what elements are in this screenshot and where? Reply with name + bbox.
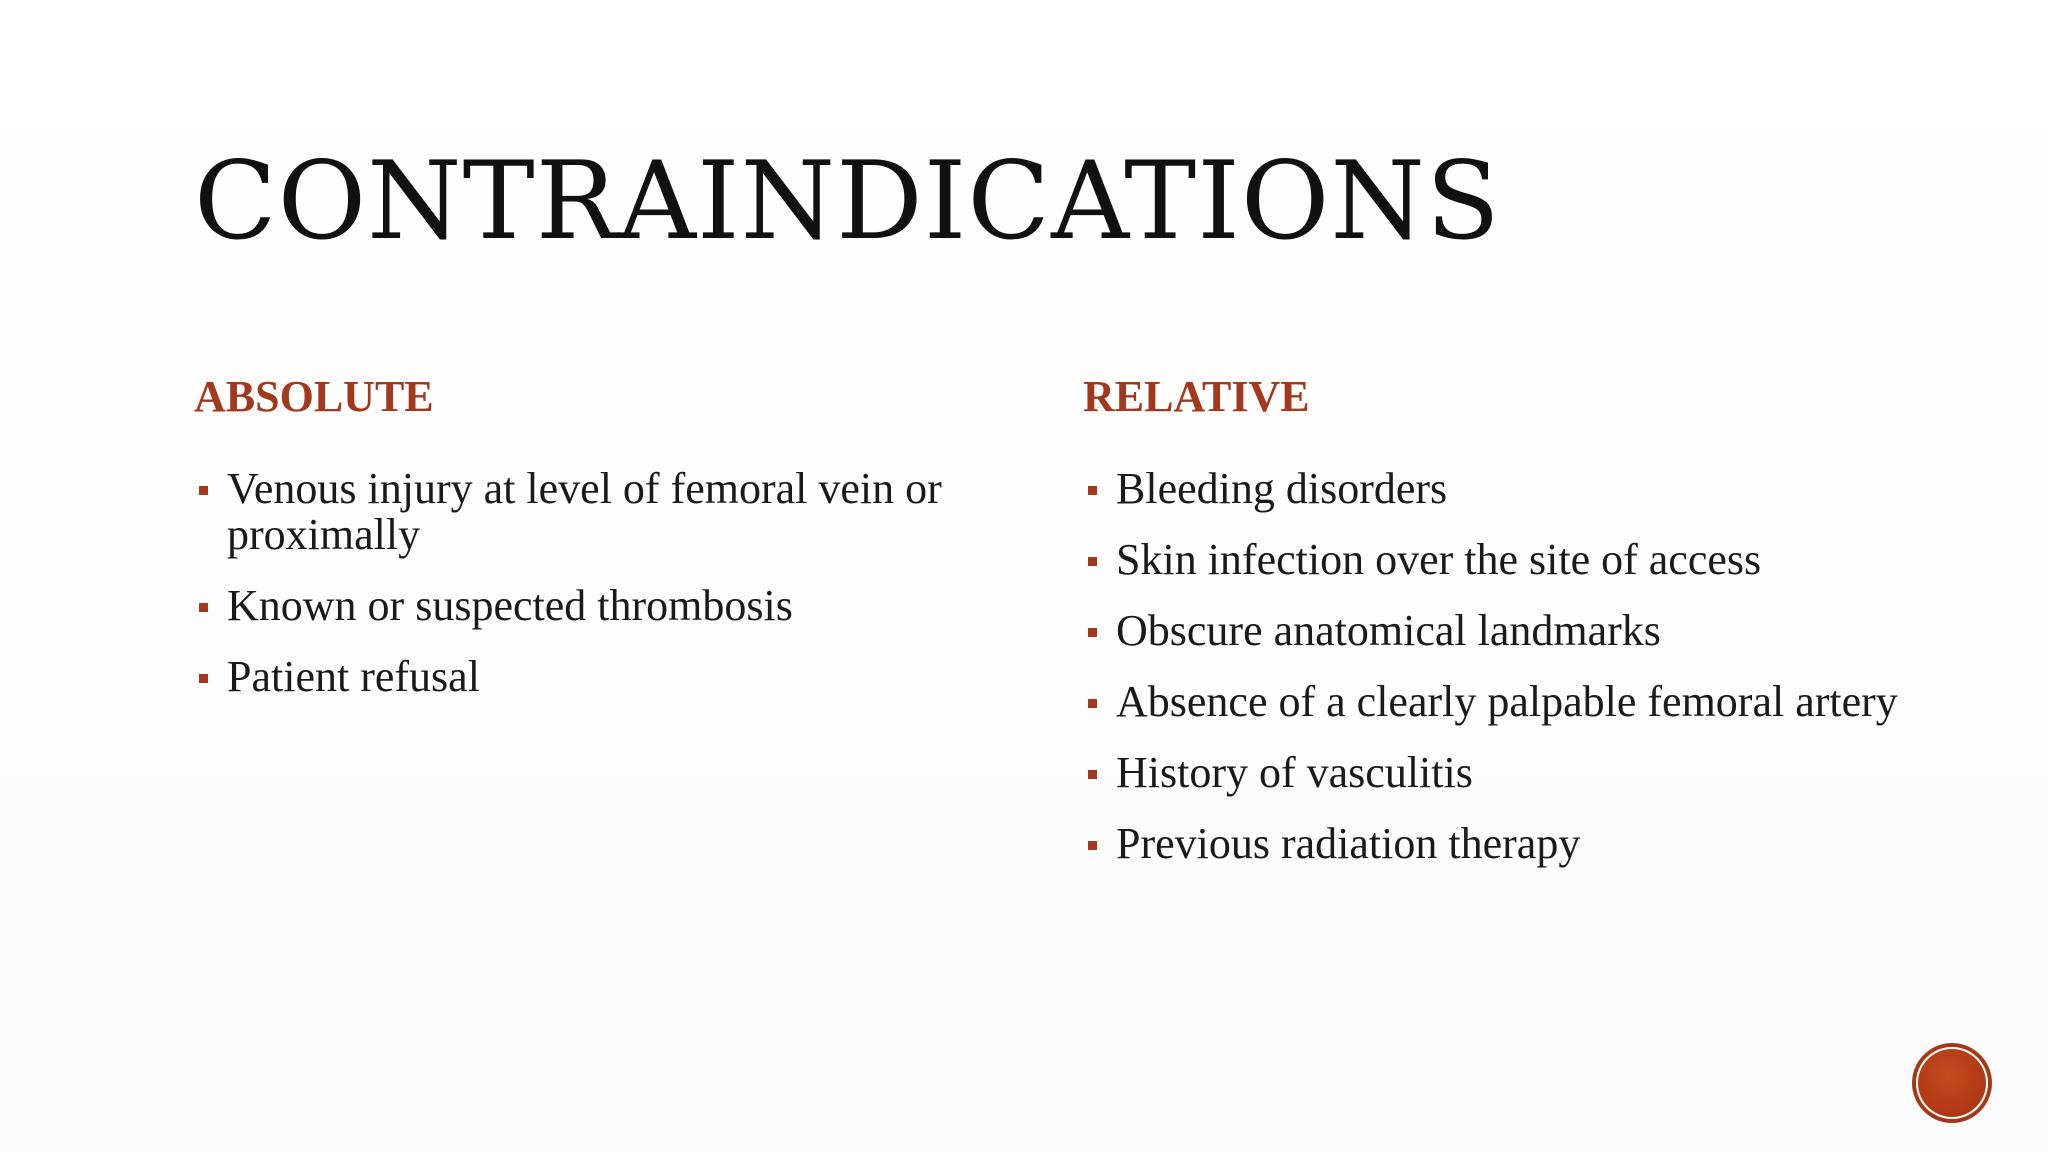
square-bullet-icon [1088, 770, 1097, 779]
relative-column [1083, 372, 1963, 868]
square-bullet-icon [1088, 841, 1097, 850]
list-item-text: Bleeding disorders [1116, 464, 1448, 513]
square-bullet-icon [199, 486, 208, 495]
list-item [194, 583, 1034, 629]
absolute-heading: ABSOLUTE [194, 372, 434, 421]
square-bullet-icon [199, 603, 208, 612]
list-item [1083, 537, 1963, 583]
slide-title: CONTRAINDICATIONS [194, 139, 1501, 264]
list-item [1083, 821, 1963, 867]
square-bullet-icon [1088, 557, 1097, 566]
list-item [1083, 466, 1963, 512]
list-item [194, 466, 1034, 558]
square-bullet-icon [1088, 699, 1097, 708]
list-item-text: Obscure anatomical landmarks [1116, 606, 1661, 655]
absolute-column [194, 372, 1034, 701]
list-item [1083, 679, 1963, 725]
list-item-text: Venous injury at level of femoral vein or proximally [227, 464, 942, 559]
list-item-text: History of vasculitis [1116, 748, 1473, 797]
list-item-text: Patient refusal [227, 652, 480, 701]
list-item-text: Known or suspected thrombosis [227, 581, 793, 630]
absolute-list [194, 466, 1034, 725]
list-item-text: Previous radiation therapy [1116, 819, 1581, 868]
list-item [194, 654, 1034, 700]
square-bullet-icon [1088, 628, 1097, 637]
square-bullet-icon [1088, 486, 1097, 495]
relative-heading: RELATIVE [1083, 372, 1310, 421]
list-item-text: Skin infection over the site of access [1116, 535, 1762, 584]
square-bullet-icon [199, 674, 208, 683]
relative-list [1083, 466, 1963, 892]
list-item [1083, 750, 1963, 796]
list-item-text: Absence of a clearly palpable femoral artery [1116, 677, 1898, 726]
list-item [1083, 608, 1963, 654]
slide-number-circle-icon [1916, 1047, 1988, 1119]
